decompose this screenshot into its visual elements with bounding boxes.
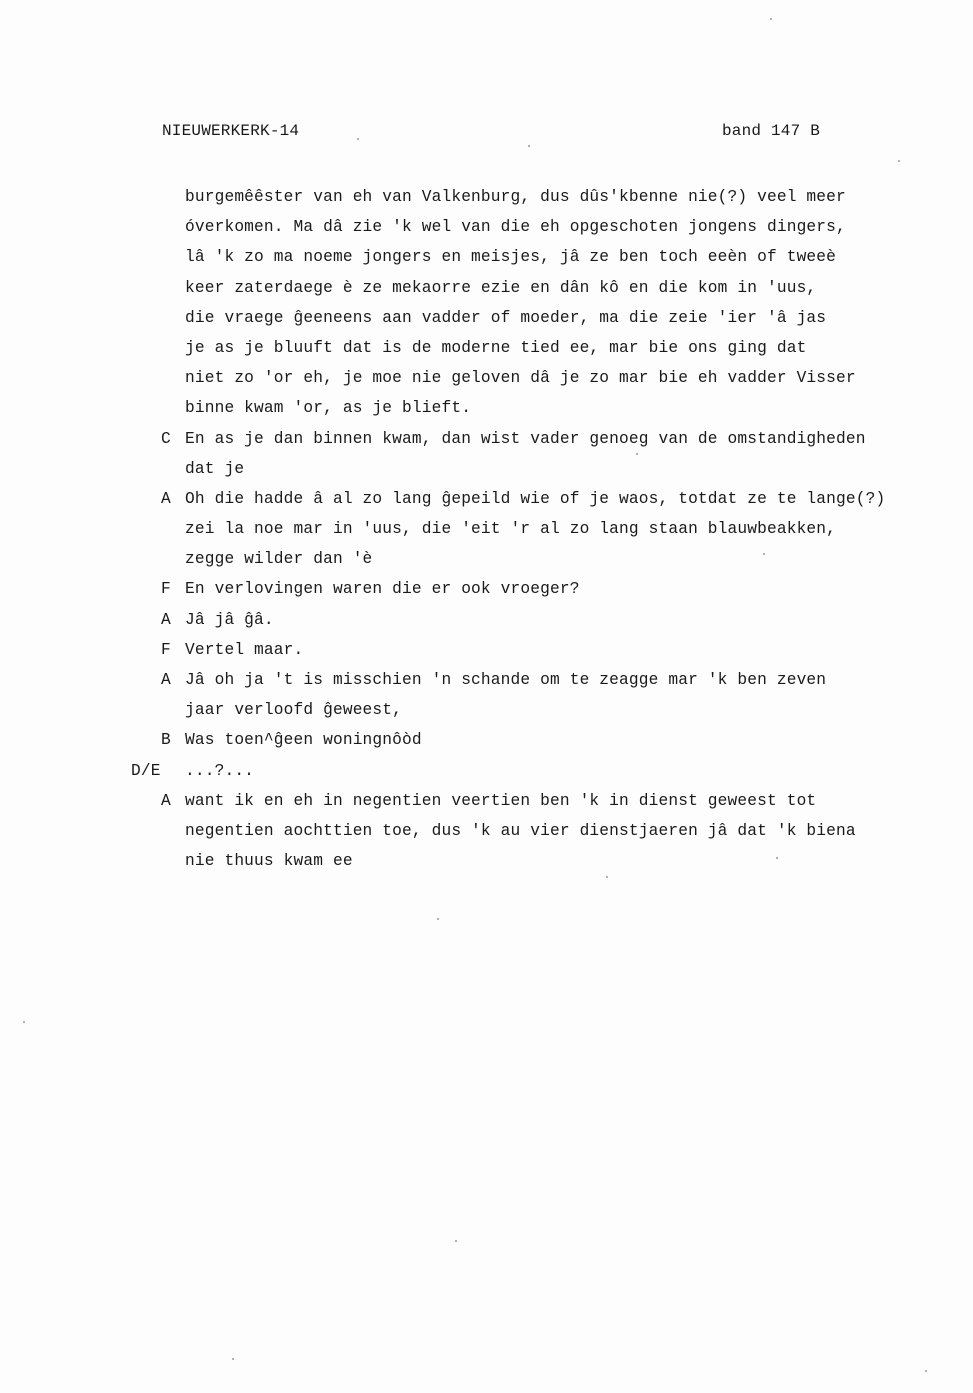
transcript-line — [0, 816, 973, 846]
transcript-line — [0, 574, 973, 604]
speaker-label: A — [161, 610, 171, 629]
line-text: binne kwam 'or, as je blieft. — [185, 399, 472, 418]
line-text: Vertel maar. — [185, 640, 304, 659]
line-text: nie thuus kwam ee — [185, 852, 353, 871]
line-text: En as je dan binnen kwam, dan wist vader genoeg van de omstandigheden — [185, 429, 866, 448]
line-text: dat je — [185, 459, 245, 478]
transcript-line — [0, 514, 973, 544]
transcript-line — [0, 544, 973, 574]
speaker-label: A — [161, 489, 171, 508]
transcript-line — [0, 605, 973, 635]
line-text: zei la noe mar in 'uus, die 'eit 'r al zo lang staan blauwbeakken, — [185, 520, 837, 539]
line-text: Jâ oh ja 't is misschien 'n schande om te zeagge mar 'k ben zeven — [185, 671, 827, 689]
transcript-line — [0, 393, 973, 423]
transcript-line — [0, 273, 973, 303]
transcript-line — [0, 635, 973, 665]
scan-speck — [606, 876, 608, 878]
transcript-line — [0, 665, 973, 695]
page-header — [162, 122, 822, 146]
line-text: Jâ jâ ĝâ. — [185, 610, 274, 629]
line-text: jaar verloofd ĝeweest, — [185, 701, 403, 720]
scan-speck — [636, 453, 638, 455]
line-text: negentien aochttien toe, dus 'k au vier dienstjaeren jâ dat 'k biena — [185, 821, 856, 840]
line-text: Oh die hadde â al zo lang ĝepeild wie of je waos, totdat ze te lange(?) — [185, 489, 886, 508]
scan-speck — [770, 18, 772, 20]
scan-speck — [455, 1240, 457, 1242]
line-text: want ik en eh in negentien veertien ben 'k in dienst geweest tot — [185, 791, 817, 810]
transcript-line — [0, 454, 973, 484]
transcript-line — [0, 484, 973, 514]
scan-speck — [776, 857, 778, 859]
scan-speck — [763, 553, 765, 555]
speaker-label: F — [161, 640, 171, 659]
line-text: lâ 'k zo ma noeme jongers en meisjes, jâ ze ben toch eeèn of tweeè — [185, 248, 837, 267]
transcript-line — [0, 303, 973, 333]
transcript-line — [0, 242, 973, 272]
speaker-label: B — [161, 731, 171, 750]
document-title: NIEUWERKERK-14 — [162, 122, 300, 140]
transcript-body — [0, 182, 973, 876]
line-text: je as je bluuft dat is de moderne tied ee, mar bie ons ging dat — [185, 338, 807, 357]
scan-speck — [528, 145, 530, 147]
speaker-label: D/E — [131, 761, 161, 780]
scan-speck — [898, 160, 900, 162]
transcript-line — [0, 424, 973, 454]
speaker-label: C — [161, 429, 171, 448]
line-text: die vraege ĝeeneens aan vadder of moeder, ma die zeie 'ier 'â jas — [185, 308, 827, 327]
transcript-line — [0, 212, 973, 242]
transcript-line — [0, 756, 973, 786]
transcript-line — [0, 182, 973, 212]
line-text: niet zo 'or eh, je moe nie geloven dâ je zo mar bie eh vadder Visser — [185, 369, 856, 388]
line-text: óverkomen. Ma dâ zie 'k wel van die eh opgeschoten jongens dingers, — [185, 218, 846, 237]
line-text: keer zaterdaege è ze mekaorre ezie en dân kô en die kom in 'uus, — [185, 278, 817, 297]
scan-speck — [925, 1370, 927, 1372]
scan-speck — [232, 1358, 234, 1360]
line-text: Was toen^ĝeen woningnôòd — [185, 731, 422, 750]
line-text: zegge wilder dan 'è — [185, 550, 373, 569]
speaker-label: A — [161, 791, 171, 810]
transcript-line — [0, 725, 973, 755]
scan-speck — [437, 918, 439, 920]
line-text: En verlovingen waren die er ook vroeger? — [185, 580, 580, 599]
transcript-line — [0, 333, 973, 363]
transcript-line — [0, 846, 973, 876]
scan-speck — [357, 138, 359, 140]
transcript-line — [0, 695, 973, 725]
line-text: burgemêêster van eh van Valkenburg, dus dûs'kbenne nie(?) veel meer — [185, 188, 846, 206]
scan-speck — [23, 1021, 25, 1023]
band-number: band 147 B — [721, 122, 820, 140]
transcript-line — [0, 786, 973, 816]
transcript-line — [0, 363, 973, 393]
speaker-label: F — [161, 580, 171, 599]
speaker-label: A — [161, 671, 171, 689]
line-text: ...?... — [185, 761, 255, 780]
